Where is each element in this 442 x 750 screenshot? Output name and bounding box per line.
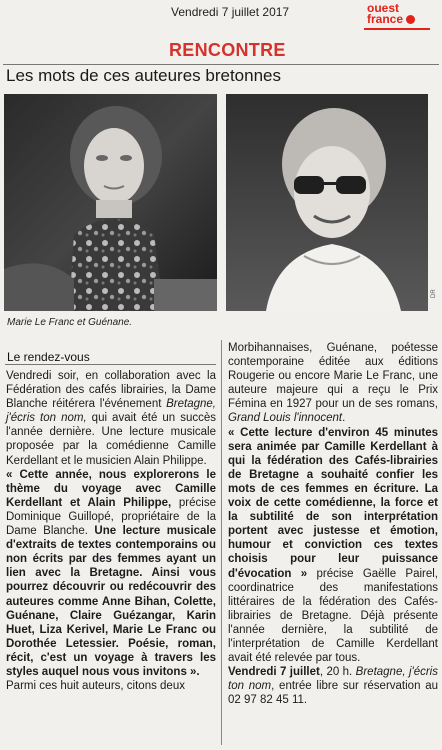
quote-bold: « Cette année, nous explorerons le thème du voyage avec Camille Kerdellant et Alain Philippe, bbox=[6, 468, 216, 509]
intro-text-end: qui avait été un succès l'année dernière. Une lecture musicale proposée par la comédienne Camille Kerdellant et le musicien Alain Philippe. bbox=[6, 412, 216, 467]
practical-info bbox=[228, 665, 438, 707]
authors-paragraph bbox=[228, 341, 438, 426]
section-heading-rule bbox=[5, 364, 216, 365]
reading-quote-attribution: précise Gaëlle Pairel, coordinatrice des manifestations littéraires de la fédération des Cafés-librairies de Bretagne. Déjà présente l'année dernière, la subtilité de l'interprétation de Camille Kerdellant avait été relevée par tous. bbox=[228, 567, 438, 665]
info-date-bold: Vendredi 7 juillet bbox=[228, 666, 320, 679]
reading-quote-bold: « Cette lecture d'environ 45 minutes sera animée par Camille Kerdellant à qui la fédération des Cafés-librairies de Bretagne a souhaité confier les mots de ces femmes en écriture. La voix de cette comédienne, la force et la subtilité de son interprétation portent avec justesse et émotion, humour et conviction ces textes choisis pour leur puissance d'évocation » bbox=[228, 426, 438, 580]
event-title-italic: Bretagne, j'écris ton nom, bbox=[6, 398, 216, 425]
authors-text-end: . bbox=[342, 412, 346, 425]
left-column bbox=[6, 369, 216, 693]
column-divider bbox=[221, 340, 222, 745]
photo-caption: Marie Le Franc et Guénane. bbox=[7, 317, 133, 328]
novel-title-italic: Grand Louis l'innocent bbox=[228, 412, 343, 425]
info-reservation: , entrée libre sur réservation au 02 97 82 45 11. bbox=[228, 680, 438, 707]
authors-text: Morbihannaises, Guénane, poétesse contemporaine éditée aux éditions Rougerie ou encore Marie Le Franc, une auteure majeure qui a reçu le Prix Fémina en 1927 pour un de ses romans, bbox=[228, 342, 438, 411]
intro-text: Vendredi soir, en collaboration avec la Fédération des cafés librairies, la Dame Blanche réitérera l'événement bbox=[6, 370, 216, 411]
info-time: , 20 h. bbox=[319, 666, 356, 679]
intro-paragraph bbox=[6, 369, 216, 468]
photo-credit: DR bbox=[431, 289, 437, 298]
quote-paragraph bbox=[6, 468, 216, 679]
quote-bold-continued: Une lecture musicale d'extraits de textes contemporains ou non écrits par des femmes ayant un lien avec la Bretagne. Ainsi vous pourrez découvrir ou redécouvrir des auteures comme Anne Bihan, Colette, Guénane, Claire Guézangar, Karin Huet, Liza Kerivel, Marie Le Franc ou Dorothée Letessier. Poésie, roman, récit, c'est un voyage à travers les styles auquel nous vous invitons ». bbox=[6, 525, 216, 678]
page-title: Les mots de ces auteures bretonnes bbox=[6, 66, 281, 85]
quote-attribution: précise Dominique Guillopé, propriétaire de la Dame Blanche. bbox=[6, 496, 216, 538]
publication-date: Vendredi 7 juillet 2017 bbox=[171, 5, 290, 19]
logo-dot-icon bbox=[406, 15, 415, 24]
photo-guenane bbox=[226, 94, 428, 311]
right-column bbox=[228, 341, 438, 707]
logo-underline bbox=[364, 28, 430, 30]
closing-paragraph: Parmi ces huit auteurs, citons deux bbox=[6, 680, 185, 693]
header-rule bbox=[3, 64, 439, 65]
section-label: RENCONTRE bbox=[169, 40, 286, 60]
photo-marie-le-franc bbox=[4, 94, 217, 311]
logo-text-france: france bbox=[367, 12, 404, 26]
section-heading: Le rendez-vous bbox=[7, 350, 90, 364]
info-event-italic: Bretagne, j'écris ton nom bbox=[228, 666, 438, 693]
reading-quote-paragraph bbox=[228, 426, 438, 666]
logo-text-ouest: ouest bbox=[367, 1, 400, 15]
